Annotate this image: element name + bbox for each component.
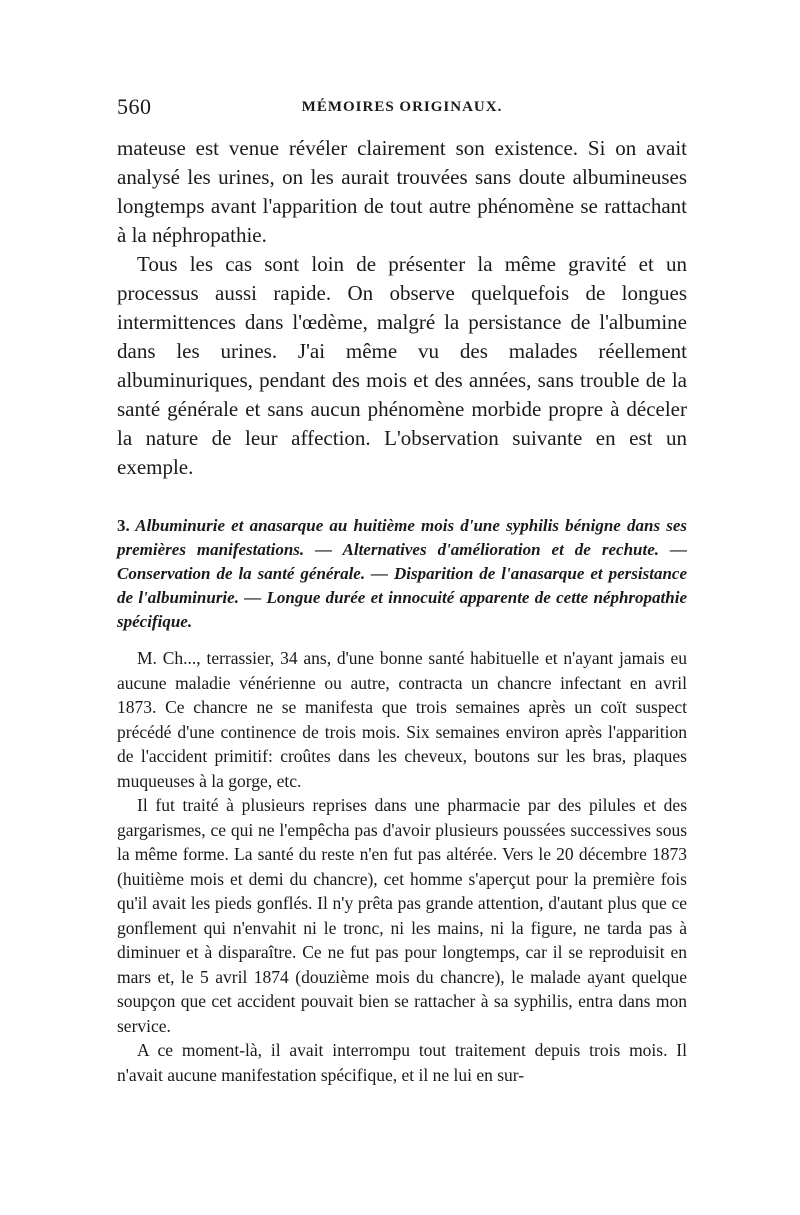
case-title-text: Albuminurie et anasarque au huitième mois d'une syphilis bénigne dans ses premières manifestations. — Alternatives d'amélioration et de rechute. — Conservation de la santé générale. — Disparition de l'anasarque et persistance de l'albuminurie. — Longue durée et innocuité apparente de cette néphropathie spécifique. xyxy=(117,516,687,631)
paragraph-3: M. Ch..., terrassier, 34 ans, d'une bonne santé habituelle et n'ayant jamais eu aucune maladie vénérienne ou autre, contracta un chancre infectant en avril 1873. Ce chancre ne se manifesta que trois semaines après un coït suspect précédé d'une continence de trois mois. Six semaines environ après l'apparition de l'accident primitif: croûtes dans les cheveux, boutons sur les bras, plaques muqueuses à la gorge, etc. xyxy=(117,648,687,791)
case-title xyxy=(117,514,687,634)
paragraph-2: Tous les cas sont loin de présenter la même gravité et un processus aussi rapide. On observe quelquefois de longues intermittences dans l'œdème, malgré la persistance de l'albumine dans les urines. J'ai même vu des malades réellement albuminuriques, pendant des mois et des années, sans trouble de la santé générale et sans aucun phénomène morbide propre à déceler la nature de leur affection. L'observation suivante en est un exemple. xyxy=(117,252,687,479)
running-head: MÉMOIRES ORIGINAUX. xyxy=(301,99,503,115)
paragraph-1: mateuse est venue révéler clairement son existence. Si on avait analysé les urines, on les aurait trouvées sans doute albumineuses longtemps avant l'apparition de tout autre phénomène se rattachant à la néphropathie. xyxy=(117,136,687,247)
case-number: 3. xyxy=(117,516,130,535)
paragraph-5: A ce moment-là, il avait interrompu tout traitement depuis trois mois. Il n'avait aucune manifestation spécifique, et il ne lui en sur- xyxy=(117,1040,687,1085)
page-number: 560 xyxy=(117,94,152,119)
page-header xyxy=(117,94,687,124)
paragraph-4: Il fut traité à plusieurs reprises dans une pharmacie par des pilules et des gargarismes, ce qui ne l'empêcha pas d'avoir plusieurs poussées successives sous la même forme. La santé du reste n'en fut pas altérée. Vers le 20 décembre 1873 (huitième mois et demi du chancre), cet homme s'aperçut pour la première fois qu'il avait les pieds gonflés. Il n'y prêta pas grande attention, d'autant plus que ce gonflement qui n'envahit ni le tronc, ni les mains, ni la figure, ne tarda pas à diminuer et à disparaître. Ce ne fut pas pour longtemps, car il se reproduisit en mars et, le 5 avril 1874 (douzième mois du chancre), le malade ayant quelque soupçon que cet accident pouvait bien se rattacher à sa syphilis, entra dans mon service. xyxy=(117,795,687,1036)
body-text xyxy=(117,134,687,1087)
